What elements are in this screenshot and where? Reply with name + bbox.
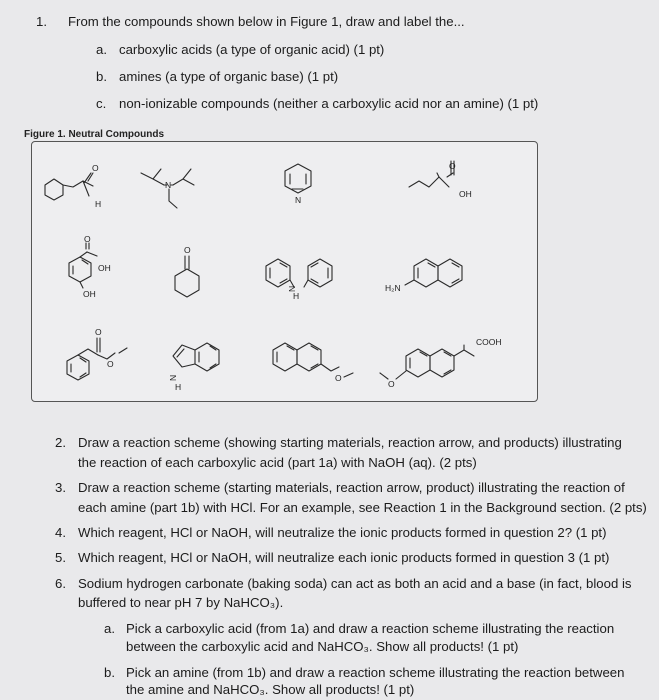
q4-text: Which reagent, HCl or NaOH, will neutralize the ionic products formed in question 2? (1 pt) bbox=[78, 525, 607, 540]
atom-oh: OH bbox=[83, 289, 96, 299]
q6a-label: a. bbox=[104, 621, 115, 636]
q2-line-1: Draw a reaction scheme (showing starting materials, reaction arrow, and products) illustrating bbox=[78, 435, 622, 450]
q3-line-1: Draw a reaction scheme (starting materials, reaction arrow, product) illustrating the reaction of bbox=[78, 480, 625, 495]
q3-line-2: each amine (part 1b) with HCl. For an example, see Reaction 1 in the Background section. (2 pts) bbox=[78, 500, 647, 515]
figure-caption: Figure 1. Neutral Compounds bbox=[24, 129, 165, 140]
atom-h: H bbox=[175, 382, 182, 392]
q6-number: 6. bbox=[55, 576, 66, 591]
atom-oh: OH bbox=[459, 189, 472, 199]
q1a-text: carboxylic acids (a type of organic acid) (1 pt) bbox=[119, 42, 385, 57]
molecule-cyclohexanecarbaldehyde bbox=[45, 163, 101, 209]
molecule-naproxen bbox=[380, 337, 502, 389]
q2-number: 2. bbox=[55, 435, 66, 450]
molecule-naphthylamine bbox=[385, 259, 462, 293]
q6a-line-2: between the carboxylic acid and NaHCO₃. Show all products! (1 pt) bbox=[126, 639, 519, 654]
q1-text: From the compounds shown below in Figure 1, draw and label the... bbox=[68, 14, 465, 29]
molecule-salicylic-acid bbox=[69, 234, 111, 299]
q6b-label: b. bbox=[104, 665, 115, 680]
q2-line-2: the reaction of each carboxylic acid (part 1a) with NaOH (aq). (2 pts) bbox=[78, 455, 477, 470]
q1c-label: c. bbox=[96, 96, 107, 111]
q1a-label: a. bbox=[96, 42, 107, 57]
figure-neutral-compounds bbox=[31, 141, 538, 402]
atom-o: O bbox=[84, 234, 91, 244]
q6b-line-1: Pick an amine (from 1b) and draw a reaction scheme illustrating the reaction between bbox=[126, 665, 625, 680]
q4-number: 4. bbox=[55, 525, 66, 540]
molecule-indole bbox=[168, 343, 219, 392]
q6a-line-1: Pick a carboxylic acid (from 1a) and draw a reaction scheme illustrating the reaction bbox=[126, 621, 615, 636]
molecule-carboxylic-acid-chain bbox=[409, 161, 472, 199]
atom-o: O bbox=[107, 359, 114, 369]
structures-drawing bbox=[32, 142, 537, 401]
atom-n: N bbox=[287, 285, 297, 292]
atom-o: O bbox=[335, 373, 342, 383]
q5-number: 5. bbox=[55, 550, 66, 565]
molecule-ester bbox=[67, 327, 127, 380]
atom-h: H bbox=[95, 199, 102, 209]
atom-o: O bbox=[92, 163, 99, 173]
q1b-label: b. bbox=[96, 69, 107, 84]
atom-n: N bbox=[168, 374, 178, 381]
molecule-diphenylamine bbox=[266, 259, 332, 301]
q1b-text: amines (a type of organic base) (1 pt) bbox=[119, 69, 339, 84]
molecule-pyridine bbox=[285, 164, 311, 205]
q6-line-2: buffered to near pH 7 by NaHCO₃). bbox=[78, 595, 284, 610]
molecule-cyclohexanone bbox=[175, 245, 199, 297]
q6-line-1: Sodium hydrogen carbonate (baking soda) can act as both an acid and a base (in fact, blood is bbox=[78, 576, 632, 591]
molecule-methoxynaphthalene bbox=[273, 343, 353, 383]
atom-n: N bbox=[165, 180, 172, 190]
q1c-text: non-ionizable compounds (neither a carboxylic acid nor an amine) (1 pt) bbox=[119, 96, 539, 111]
atom-cooh: COOH bbox=[476, 337, 502, 347]
atom-h: H bbox=[293, 291, 300, 301]
q1-number: 1. bbox=[36, 14, 47, 29]
atom-n: N bbox=[295, 195, 302, 205]
atom-o: O bbox=[449, 161, 456, 171]
atom-oh: OH bbox=[98, 263, 111, 273]
q5-text: Which reagent, HCl or NaOH, will neutralize each ionic products formed in question 3 (1 pt) bbox=[78, 550, 610, 565]
atom-h2n: H₂N bbox=[385, 283, 401, 293]
atom-o: O bbox=[184, 245, 191, 255]
q3-number: 3. bbox=[55, 480, 66, 495]
atom-o: O bbox=[95, 327, 102, 337]
atom-o: O bbox=[388, 379, 395, 389]
molecule-tertiary-amine bbox=[141, 169, 194, 208]
q6b-line-2: the amine and NaHCO₃. Show all products! (1 pt) bbox=[126, 682, 415, 697]
